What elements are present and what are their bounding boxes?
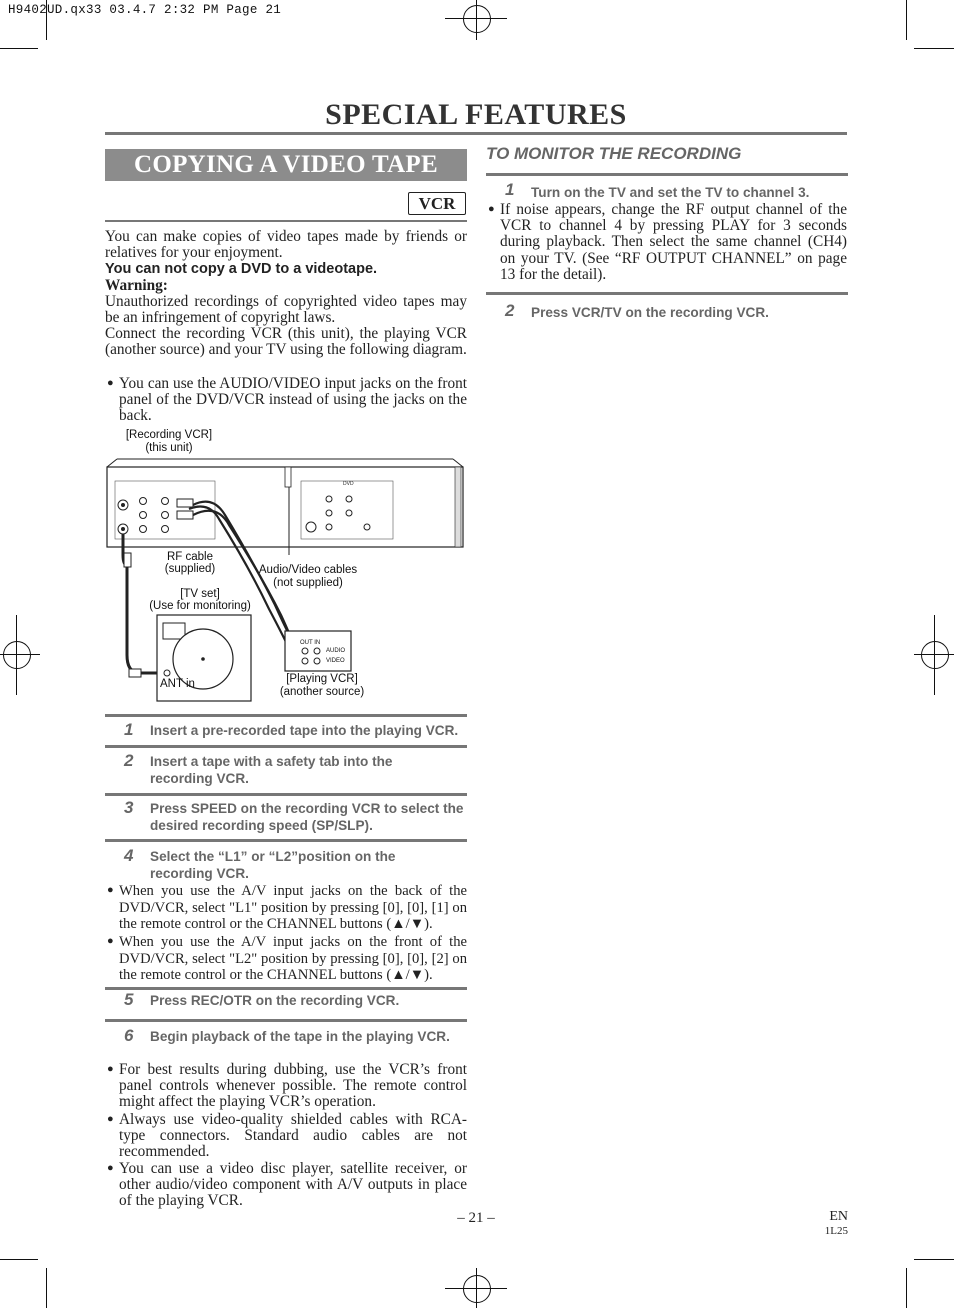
print-slug: H9402UD.qx33 03.4.7 2:32 PM Page 21 [8, 3, 282, 17]
step-number: 5 [124, 990, 134, 1009]
monitor-step-1-text: Turn on the TV and set the TV to channel 3. [531, 185, 810, 200]
dvd-section-label: DVD [343, 481, 354, 487]
ant-in-label: ANT in [160, 678, 195, 690]
tv-set-label: [TV set] [180, 588, 220, 600]
registration-mark-icon [921, 641, 949, 669]
monitor-step-1-bullet: If noise appears, change the RF output channel of the VCR to channel 4 by pressing PLAY for 3 seconds during playback. Then select the same channel (CH4) on your TV. (See “RF OUTPUT CHANNEL” on page 13 for the detail). [500, 201, 847, 283]
crop-mark [914, 48, 954, 49]
av-not-supplied-label: (not supplied) [273, 577, 343, 589]
step-1-text: Insert a pre-recorded tape into the playing VCR. [150, 723, 459, 738]
step-rule [105, 839, 467, 842]
crop-mark [46, 1268, 47, 1308]
step-number: 1 [124, 720, 134, 739]
tip-front-panel: For best results during dubbing, use the VCR’s front panel controls whenever possible. The remote control might affect the playing VCR’s operation. [119, 1061, 467, 1111]
step-4-bullet-l2: When you use the A/V input jacks on the front of the DVD/VCR, select "L2" position by pressing [0], [0], [2] on the remote control or the CHANNEL buttons (▲/▼). [119, 934, 467, 984]
section-rule [105, 220, 467, 222]
step-number: 1 [505, 180, 515, 199]
front-jacks-note: You can use the AUDIO/VIDEO input jacks on the front panel of the DVD/VCR instead of using the jacks on the back. [119, 375, 467, 425]
bullet-icon: ● [107, 935, 114, 947]
step-number: 2 [124, 751, 134, 770]
step-4-text: Select the “L1” or “L2”position on the recording VCR. [150, 849, 396, 881]
registration-mark-icon [3, 641, 31, 669]
monitor-heading: TO MONITOR THE RECORDING [486, 144, 742, 163]
bullet-icon: ● [107, 1162, 114, 1174]
tv-monitoring-label: (Use for monitoring) [149, 600, 251, 612]
registration-mark-icon [463, 5, 491, 33]
step-number: 6 [124, 1026, 134, 1045]
title-rule [105, 132, 847, 135]
bullet-icon: ● [107, 884, 114, 896]
audio-jack-label: AUDIO [326, 648, 346, 654]
bullet-icon: ● [107, 1113, 114, 1125]
step-3-text: Press SPEED on the recording VCR to select the desired recording speed (SP/SLP). [150, 801, 464, 833]
connect-text: Connect the recording VCR (this unit), the playing VCR (another source) and your TV using the following diagram. [105, 325, 467, 359]
step-rule [105, 714, 467, 717]
another-source-label: (another source) [279, 686, 365, 698]
tip-other-sources: You can use a video disc player, satellite receiver, or other audio/video component with A/V outputs in place of the playing VCR. [119, 1160, 467, 1210]
tip-shielded-cables: Always use video-quality shielded cables with RCA-type connectors. Standard audio cables are not recommended. [119, 1111, 467, 1161]
recording-vcr-panel [107, 459, 463, 547]
warning-text: Unauthorized recordings of copyrighted video tapes may be an infringement of copyright laws. [105, 293, 467, 327]
step-rule [105, 987, 467, 990]
step-5-text: Press REC/OTR on the recording VCR. [150, 993, 400, 1008]
monitor-step-2-text: Press VCR/TV on the recording VCR. [531, 305, 769, 320]
crop-mark [914, 1259, 954, 1260]
step-number: 2 [505, 301, 515, 320]
page-title: SPECIAL FEATURES [325, 98, 627, 131]
recording-vcr-label: [Recording VCR] [125, 429, 213, 441]
heading-rule [486, 173, 848, 176]
crop-mark [0, 1259, 38, 1260]
bullet-icon: ● [488, 203, 495, 215]
step-rule [105, 793, 467, 796]
registration-cross [0, 654, 40, 655]
page-number: – 21 – [457, 1210, 495, 1226]
step-rule [105, 745, 467, 748]
language-code: EN [829, 1209, 848, 1224]
step-2-text: Insert a tape with a safety tab into the recording VCR. [150, 754, 393, 786]
crop-mark [906, 1268, 907, 1308]
dvd-note: You can not copy a DVD to a videotape. [105, 261, 378, 277]
step-number: 4 [124, 846, 134, 865]
av-cables-label: Audio/Video cables [258, 564, 358, 576]
registration-cross [445, 18, 507, 19]
this-unit-label: (this unit) [145, 442, 193, 454]
step-6-text: Begin playback of the tape in the playing VCR. [150, 1029, 450, 1044]
section-title: COPYING A VIDEO TAPE [105, 149, 467, 181]
step-rule [105, 1019, 467, 1022]
rf-cable-label: RF cable [166, 551, 214, 563]
rf-supplied-label: (supplied) [164, 563, 216, 575]
out-in-label: OUT IN [300, 640, 321, 646]
video-jack-label: VIDEO [326, 658, 345, 664]
step-number: 3 [124, 798, 134, 817]
registration-cross [16, 615, 17, 695]
registration-cross [476, 0, 477, 40]
bullet-icon: ● [107, 377, 114, 389]
playing-vcr-label: [Playing VCR] [286, 673, 358, 685]
step-4-bullet-l1: When you use the A/V input jacks on the back of the DVD/VCR, select "L1" position by pressing [0], [0], [1] on the remote control or the CHANNEL buttons (▲/▼). [119, 883, 467, 933]
registration-cross [445, 1288, 507, 1289]
step-rule [486, 292, 848, 295]
vcr-badge: VCR [408, 192, 466, 215]
document-code: 1L25 [824, 1225, 848, 1237]
intro-text: You can make copies of video tapes made by friends or relatives for your enjoyment. [105, 228, 467, 262]
registration-cross [934, 615, 935, 695]
registration-mark-icon [463, 1275, 491, 1303]
crop-mark [906, 0, 907, 40]
bullet-icon: ● [107, 1063, 114, 1075]
registration-cross [914, 654, 954, 655]
crop-mark [0, 48, 38, 49]
warning-label: Warning: [105, 277, 168, 294]
